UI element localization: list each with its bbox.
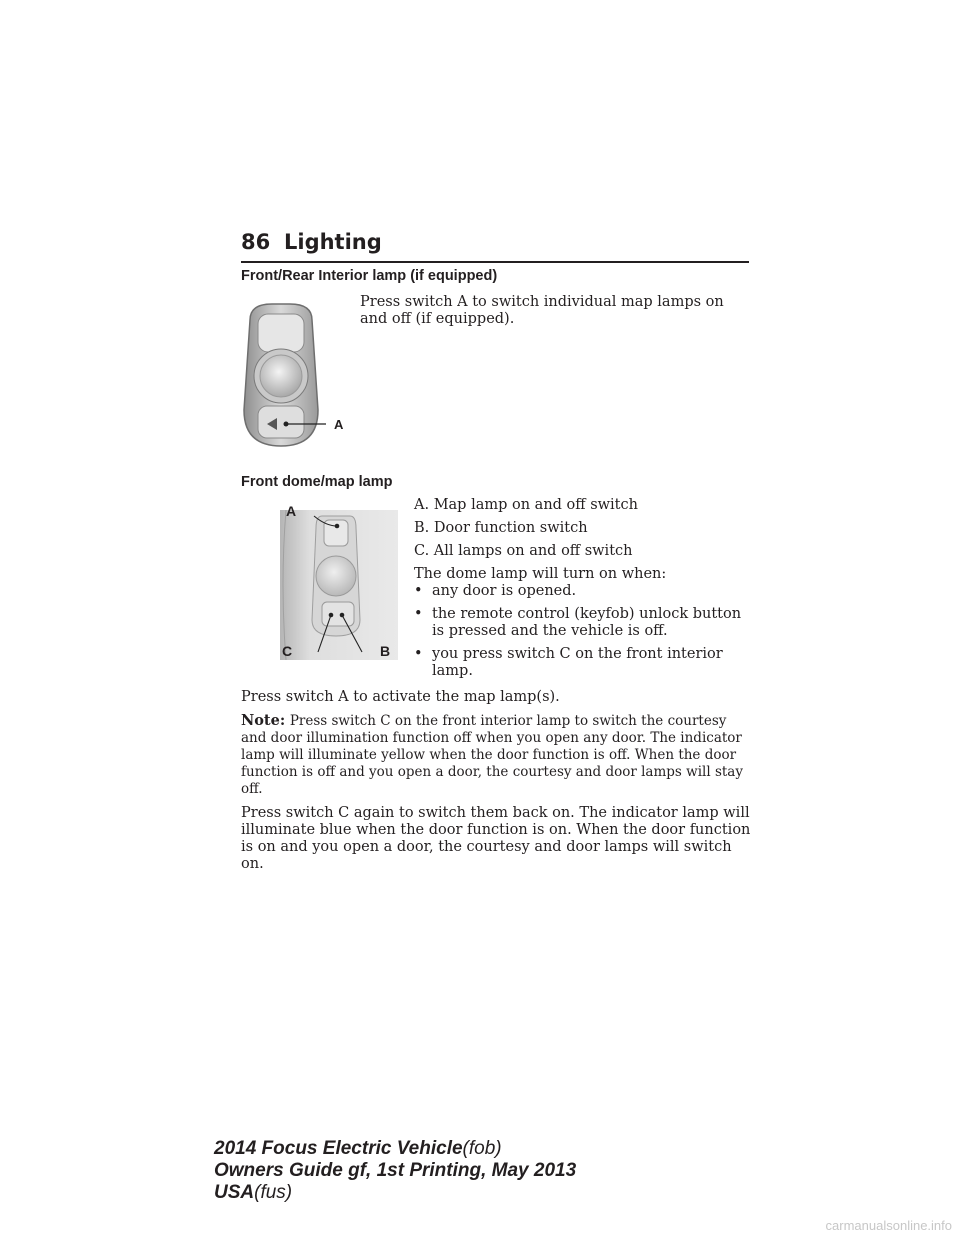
figure-label-a: A [334, 417, 344, 432]
legend-item-c: C. All lamps on and off switch [414, 543, 633, 559]
footer-market: USA [214, 1182, 255, 1203]
note-label: Note: [241, 712, 286, 729]
list-item: • any door is opened. [414, 583, 577, 599]
footer-vehicle-code: (fob) [462, 1138, 502, 1159]
section-heading-dome-lamp: Front dome/map lamp [241, 474, 393, 490]
figure2-label-b: B [380, 643, 391, 659]
page-header [241, 230, 749, 262]
header-rule [241, 261, 749, 263]
dome-lamp-intro: The dome lamp will turn on when: [414, 566, 667, 582]
legend-item-b: B. Door function switch [414, 520, 588, 536]
legend-item-a: A. Map lamp on and off switch [414, 497, 638, 513]
figure2-label-c: C [282, 643, 293, 659]
chapter-title: Lighting [284, 230, 382, 254]
page-number: 86 [241, 230, 271, 254]
footer-market-code: (fus) [254, 1182, 293, 1203]
watermark-text: carmanualsonline.info [825, 1218, 952, 1233]
interior-lamp-body: Press switch A to switch individual map lamps on and off (if equipped). [360, 294, 724, 327]
dome-lamp-conditions-list [414, 583, 754, 686]
dome-lamp-figure [240, 494, 400, 662]
section-heading-interior-lamp: Front/Rear Interior lamp (if equipped) [241, 268, 498, 284]
bullet-icon: • [414, 583, 423, 599]
press-switch-c-text: Press switch C again to switch them back on. The indicator lamp will illuminate blue when the door function is on. When the door function is on and you open a door, the courtesy and door lamps will switch on. [241, 805, 751, 872]
note-text: Press switch C on the front interior lamp to switch the courtesy and door illumination function off when you open any door. The indicator lamp will illuminate yellow when the door function is off. When the door function is off and you open a door, the courtesy and door lamps will stay off. [241, 713, 743, 797]
bullet-icon: • [414, 646, 423, 662]
footer-vehicle: 2014 Focus Electric Vehicle [214, 1138, 463, 1159]
footer-imprint [214, 1138, 576, 1204]
figure2-label-a: A [286, 503, 297, 519]
bullet-icon: • [414, 606, 423, 622]
note-paragraph [241, 712, 753, 798]
list-item: • you press switch C on the front interior lamp. [414, 646, 723, 679]
interior-lamp-figure [238, 300, 350, 450]
footer-guide-edition: Owners Guide gf, 1st Printing, May 2013 [214, 1160, 577, 1181]
list-item: • the remote control (keyfob) unlock button is pressed and the vehicle is off. [414, 606, 742, 639]
press-switch-a-text: Press switch A to activate the map lamp(s). [241, 689, 560, 705]
